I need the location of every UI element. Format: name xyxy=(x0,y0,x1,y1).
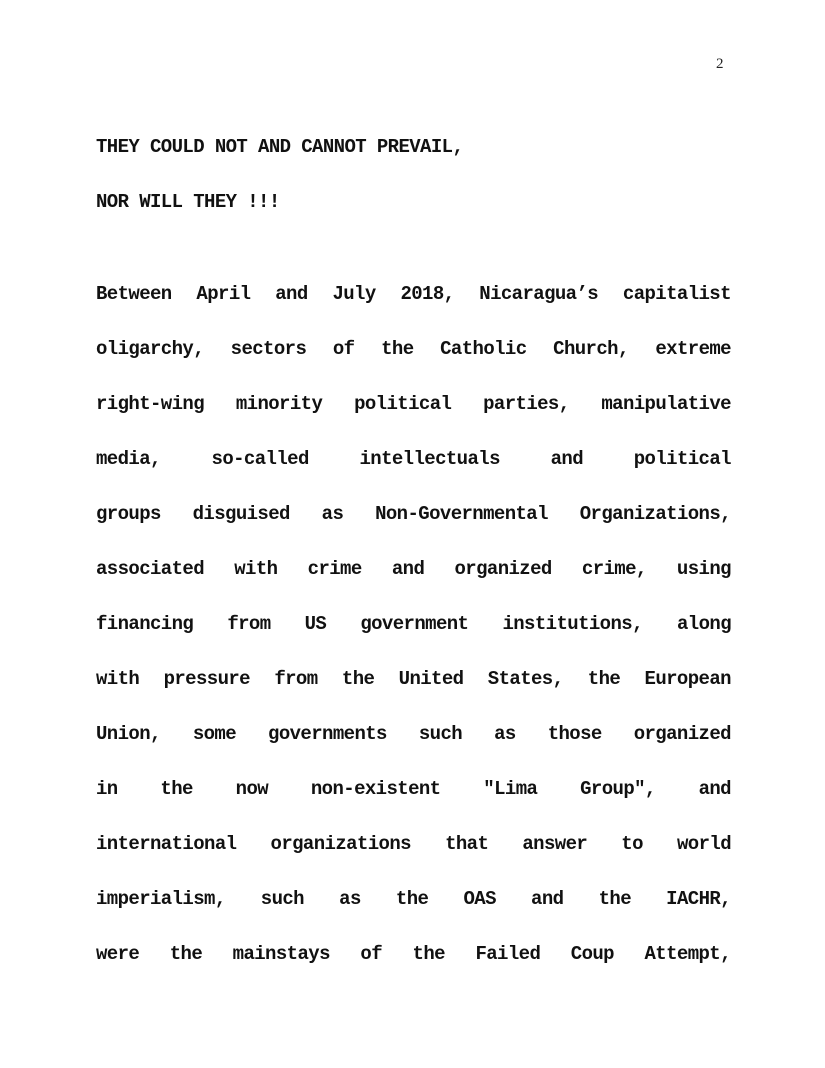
paragraph-line xyxy=(96,283,731,338)
word: Failed xyxy=(475,943,541,965)
word: as xyxy=(339,888,361,910)
word: answer xyxy=(522,833,588,855)
word: some xyxy=(192,723,237,745)
word: oligarchy, xyxy=(96,338,205,360)
word: using xyxy=(676,558,731,580)
word: to xyxy=(621,833,643,855)
word: Attempt, xyxy=(644,943,731,965)
page-number: 2 xyxy=(716,56,724,72)
word: sectors xyxy=(230,338,307,360)
word: Union, xyxy=(96,723,161,745)
word: and xyxy=(275,283,308,305)
word: from xyxy=(274,668,318,690)
word: government xyxy=(360,613,469,635)
word: 2018, xyxy=(400,283,455,305)
word: right-wing xyxy=(96,393,205,415)
paragraph-line xyxy=(96,943,731,998)
word: those xyxy=(547,723,602,745)
word: Coup xyxy=(570,943,614,965)
word: media, xyxy=(96,448,161,470)
word: intellectuals xyxy=(359,448,500,470)
word: financing xyxy=(96,613,194,635)
word: in xyxy=(96,778,118,800)
word: IACHR, xyxy=(666,888,731,910)
word: manipulative xyxy=(601,393,731,415)
paragraph-line xyxy=(96,888,731,943)
word: organized xyxy=(633,723,731,745)
word: as xyxy=(321,503,344,525)
word: non-existent xyxy=(310,778,441,800)
word: as xyxy=(494,723,516,745)
word: world xyxy=(676,833,731,855)
word: pressure xyxy=(163,668,250,690)
word: the xyxy=(587,668,621,690)
word: the xyxy=(341,668,375,690)
word: European xyxy=(644,668,731,690)
word: Nicaragua’s xyxy=(479,283,599,305)
word: States, xyxy=(487,668,564,690)
word: July xyxy=(332,283,376,305)
word: mainstays xyxy=(232,943,330,965)
word: international xyxy=(96,833,237,855)
paragraph-line xyxy=(96,503,731,558)
word: Organizations, xyxy=(579,503,731,525)
paragraph-line xyxy=(96,338,731,393)
word: the xyxy=(169,943,203,965)
word: with xyxy=(234,558,278,580)
word: that xyxy=(445,833,489,855)
word: Between xyxy=(96,283,172,305)
paragraph-line xyxy=(96,558,731,613)
word: such xyxy=(260,888,304,910)
word: organizations xyxy=(270,833,411,855)
word: such xyxy=(418,723,463,745)
word: the xyxy=(412,943,445,965)
word: associated xyxy=(96,558,205,580)
word: April xyxy=(196,283,251,305)
word: along xyxy=(676,613,731,635)
word: Non-Governmental xyxy=(375,503,548,525)
word: from xyxy=(227,613,271,635)
word: now xyxy=(235,778,269,800)
word: groups xyxy=(96,503,161,525)
word: and xyxy=(550,448,584,470)
word: parties, xyxy=(483,393,570,415)
heading-line-1: THEY COULD NOT AND CANNOT PREVAIL, xyxy=(96,136,464,158)
paragraph-line xyxy=(96,668,731,723)
heading-line-2: NOR WILL THEY !!! xyxy=(96,191,280,213)
word: were xyxy=(96,943,140,965)
word: minority xyxy=(235,393,323,415)
word: and xyxy=(698,778,731,800)
paragraph-line xyxy=(96,778,731,833)
word: Group", xyxy=(580,778,656,800)
paragraph-line xyxy=(96,393,731,448)
word: governments xyxy=(268,723,387,745)
paragraph-line xyxy=(96,723,731,778)
word: of xyxy=(332,338,355,360)
word: crime xyxy=(307,558,362,580)
word: organized xyxy=(454,558,552,580)
word: so-called xyxy=(211,448,309,470)
word: capitalist xyxy=(622,283,731,305)
word: "Lima xyxy=(483,778,538,800)
body-paragraph xyxy=(96,283,731,998)
word: United xyxy=(398,668,464,690)
word: and xyxy=(391,558,425,580)
word: the xyxy=(381,338,414,360)
word: imperialism, xyxy=(96,888,226,910)
word: extreme xyxy=(655,338,731,360)
word: disguised xyxy=(192,503,290,525)
word: US xyxy=(304,613,327,635)
word: Catholic xyxy=(440,338,527,360)
paragraph-line xyxy=(96,448,731,503)
word: institutions, xyxy=(502,613,643,635)
word: the xyxy=(395,888,429,910)
word: of xyxy=(360,943,382,965)
word: Church, xyxy=(553,338,629,360)
word: the xyxy=(160,778,193,800)
paragraph-line xyxy=(96,833,731,888)
word: OAS xyxy=(463,888,496,910)
word: political xyxy=(354,393,452,415)
word: the xyxy=(598,888,632,910)
word: and xyxy=(531,888,564,910)
word: political xyxy=(633,448,731,470)
paragraph-line xyxy=(96,613,731,668)
word: with xyxy=(96,668,140,690)
word: crime, xyxy=(581,558,647,580)
